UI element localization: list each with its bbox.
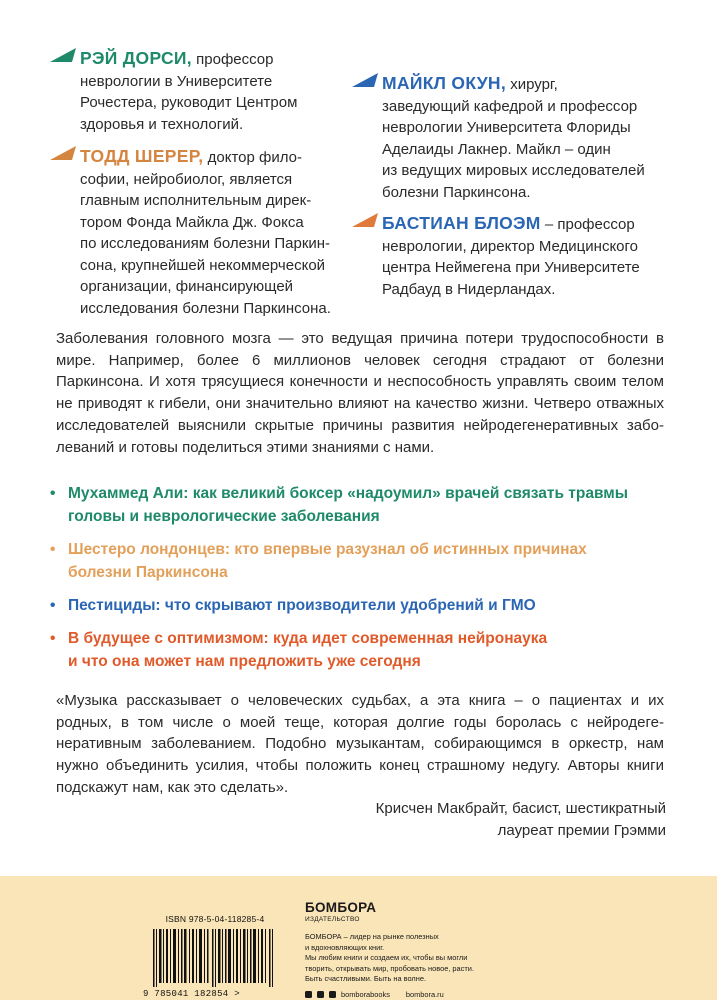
quote-attribution [300, 798, 666, 841]
list-item [50, 594, 650, 617]
author-bio-line: центра Неймегена при Университете [382, 259, 640, 276]
slogan-line: Быть счастливыми. Быть на волне. [305, 974, 426, 983]
endorsement-quote: «Музыка рассказывает о человеческих судьбах, а эта книга – о пациентах и их родных, в том числе о моей теще, которая долгие годы боролась с нейродегенеративным заболеванием. Подобно музыкантам, собирающимся в оркестр, нам нужно объединить усилия, чтобы положить конец страшному недугу. Авторы книги подскажут нам, как это сделать». [56, 692, 664, 796]
slogan-line: БОМБОРА – лидер на рынке полезных [305, 932, 439, 941]
author-bio-line: по исследованиям болезни Паркин- [80, 235, 331, 252]
list-item-line: головы и неврологические заболевания [68, 508, 380, 525]
author-bio-line: доктор фило- [207, 149, 302, 166]
blue-triangle-icon [352, 73, 378, 87]
list-item [50, 538, 650, 584]
author-bio-line: неврологии, директор Медицинского [382, 237, 638, 255]
social-handle[interactable]: bomborabooks [341, 990, 390, 999]
publisher-brand-sub: ИЗДАТЕЛЬСТВО [305, 916, 360, 923]
publisher-brand: БОМБОРА [305, 900, 377, 915]
author-bio-line: исследования болезни Паркинсона. [80, 299, 331, 317]
publisher-slogan [305, 932, 535, 985]
author-bio-line: – профессор [544, 216, 635, 233]
author-bio-line: организации, финансирующей [80, 278, 294, 295]
author-bio-line: Аделаиды Лакнер. Майкл – один [382, 140, 611, 158]
list-item-line: В будущее с оптимизмом: куда идет современная нейронаука [68, 630, 548, 647]
attribution-line: лауреат премии Грэмми [497, 821, 666, 839]
attribution-line: Крисчен Макбрайт, басист, шестикратный [375, 800, 666, 817]
instagram-icon[interactable] [329, 991, 336, 998]
social-links [305, 990, 444, 999]
author-bio-line: хирург, [510, 76, 558, 93]
author-bio-line: сона, крупнейшей некоммерческой [80, 256, 326, 274]
author-bio-line: болезни Паркинсона. [382, 183, 531, 201]
author-name: БАСТИАН БЛОЭМ [382, 213, 541, 233]
publisher-footer [0, 876, 717, 1000]
author-bio-line: профессор [196, 51, 274, 68]
list-item-line: Мухаммед Али: как великий боксер «надоумил» врачей связать травмы [68, 485, 629, 502]
author-bastiaan-bloem [382, 213, 694, 300]
list-item [50, 482, 650, 528]
author-michael-okun [382, 73, 682, 203]
author-bio-line: неврологии Университета Флориды [382, 119, 631, 136]
author-bio-line: заведующий кафедрой и профессор [382, 97, 638, 115]
isbn-label: ISBN 978-5-04-118285-4 [165, 914, 265, 924]
author-bio-line: здоровья и технологий. [80, 115, 244, 133]
list-item-line: и что она может нам предложить уже сегодня [68, 653, 421, 670]
bullet-marker: • [50, 485, 56, 502]
author-bio-line: софии, нейробиолог, является [80, 170, 293, 188]
list-item-line: Шестеро лондонцев: кто впервые разузнал об истинных причинах [68, 541, 587, 558]
bullet-marker: • [50, 630, 56, 647]
barcode-icon [147, 927, 283, 989]
barcode-number: 9 785041 182854 > [143, 989, 240, 999]
bullet-marker: • [50, 597, 56, 614]
vk-icon[interactable] [305, 991, 312, 998]
isbn-barcode [143, 914, 283, 999]
author-todd-sherer [80, 146, 352, 319]
bullet-marker: • [50, 541, 56, 558]
list-item-line: Пестициды: что скрывают производители удобрений и ГМО [68, 597, 536, 614]
orange-triangle-icon [50, 146, 76, 160]
author-name: ТОДД ШЕРЕР, [80, 146, 204, 166]
author-name: МАЙКЛ ОКУН, [382, 73, 507, 93]
intro-paragraph: Заболевания головного мозга — это ведущая причина потери трудоспособности в мире. Например, более 6 миллионов человек сегодня страдают от болезни Паркинсона. И хотя трясущиеся конечности и неспособность управлять своим телом не приводят к гибели, они значительно влияют на качество жизни. Четверо отважных исследователей выяснили скрытые причины развития нейродегенеративных заболеваний и готовы поделиться этими знаниями с нами. [56, 330, 664, 456]
author-bio-line: главным исполнительным дирек- [80, 192, 312, 209]
slogan-line: и вдохновляющих книг. [305, 942, 385, 952]
list-item [50, 627, 650, 673]
slogan-line: Мы любим книги и создаем их, чтобы вы могли [305, 953, 468, 962]
publisher-logo [305, 900, 376, 923]
publisher-site-link[interactable]: bombora.ru [405, 990, 444, 999]
author-bio-line: Радбауд в Нидерландах. [382, 280, 556, 298]
author-bio-line: неврологии в Университете [80, 72, 273, 90]
facebook-icon[interactable] [317, 991, 324, 998]
author-bio-line: тором Фонда Майкла Дж. Фокса [80, 213, 304, 231]
author-ray-dorsey [80, 48, 340, 135]
topic-list [50, 482, 650, 683]
orange-triangle-icon [352, 213, 378, 227]
list-item-line: болезни Паркинсона [68, 564, 228, 581]
slogan-line: творить, открывать мир, пробовать новое, расти. [305, 963, 474, 973]
author-bio-line: из ведущих мировых исследователей [382, 162, 645, 179]
author-bio-line: Рочестера, руководит Центром [80, 94, 298, 111]
green-triangle-icon [50, 48, 76, 62]
author-name: РЭЙ ДОРСИ, [80, 48, 192, 68]
